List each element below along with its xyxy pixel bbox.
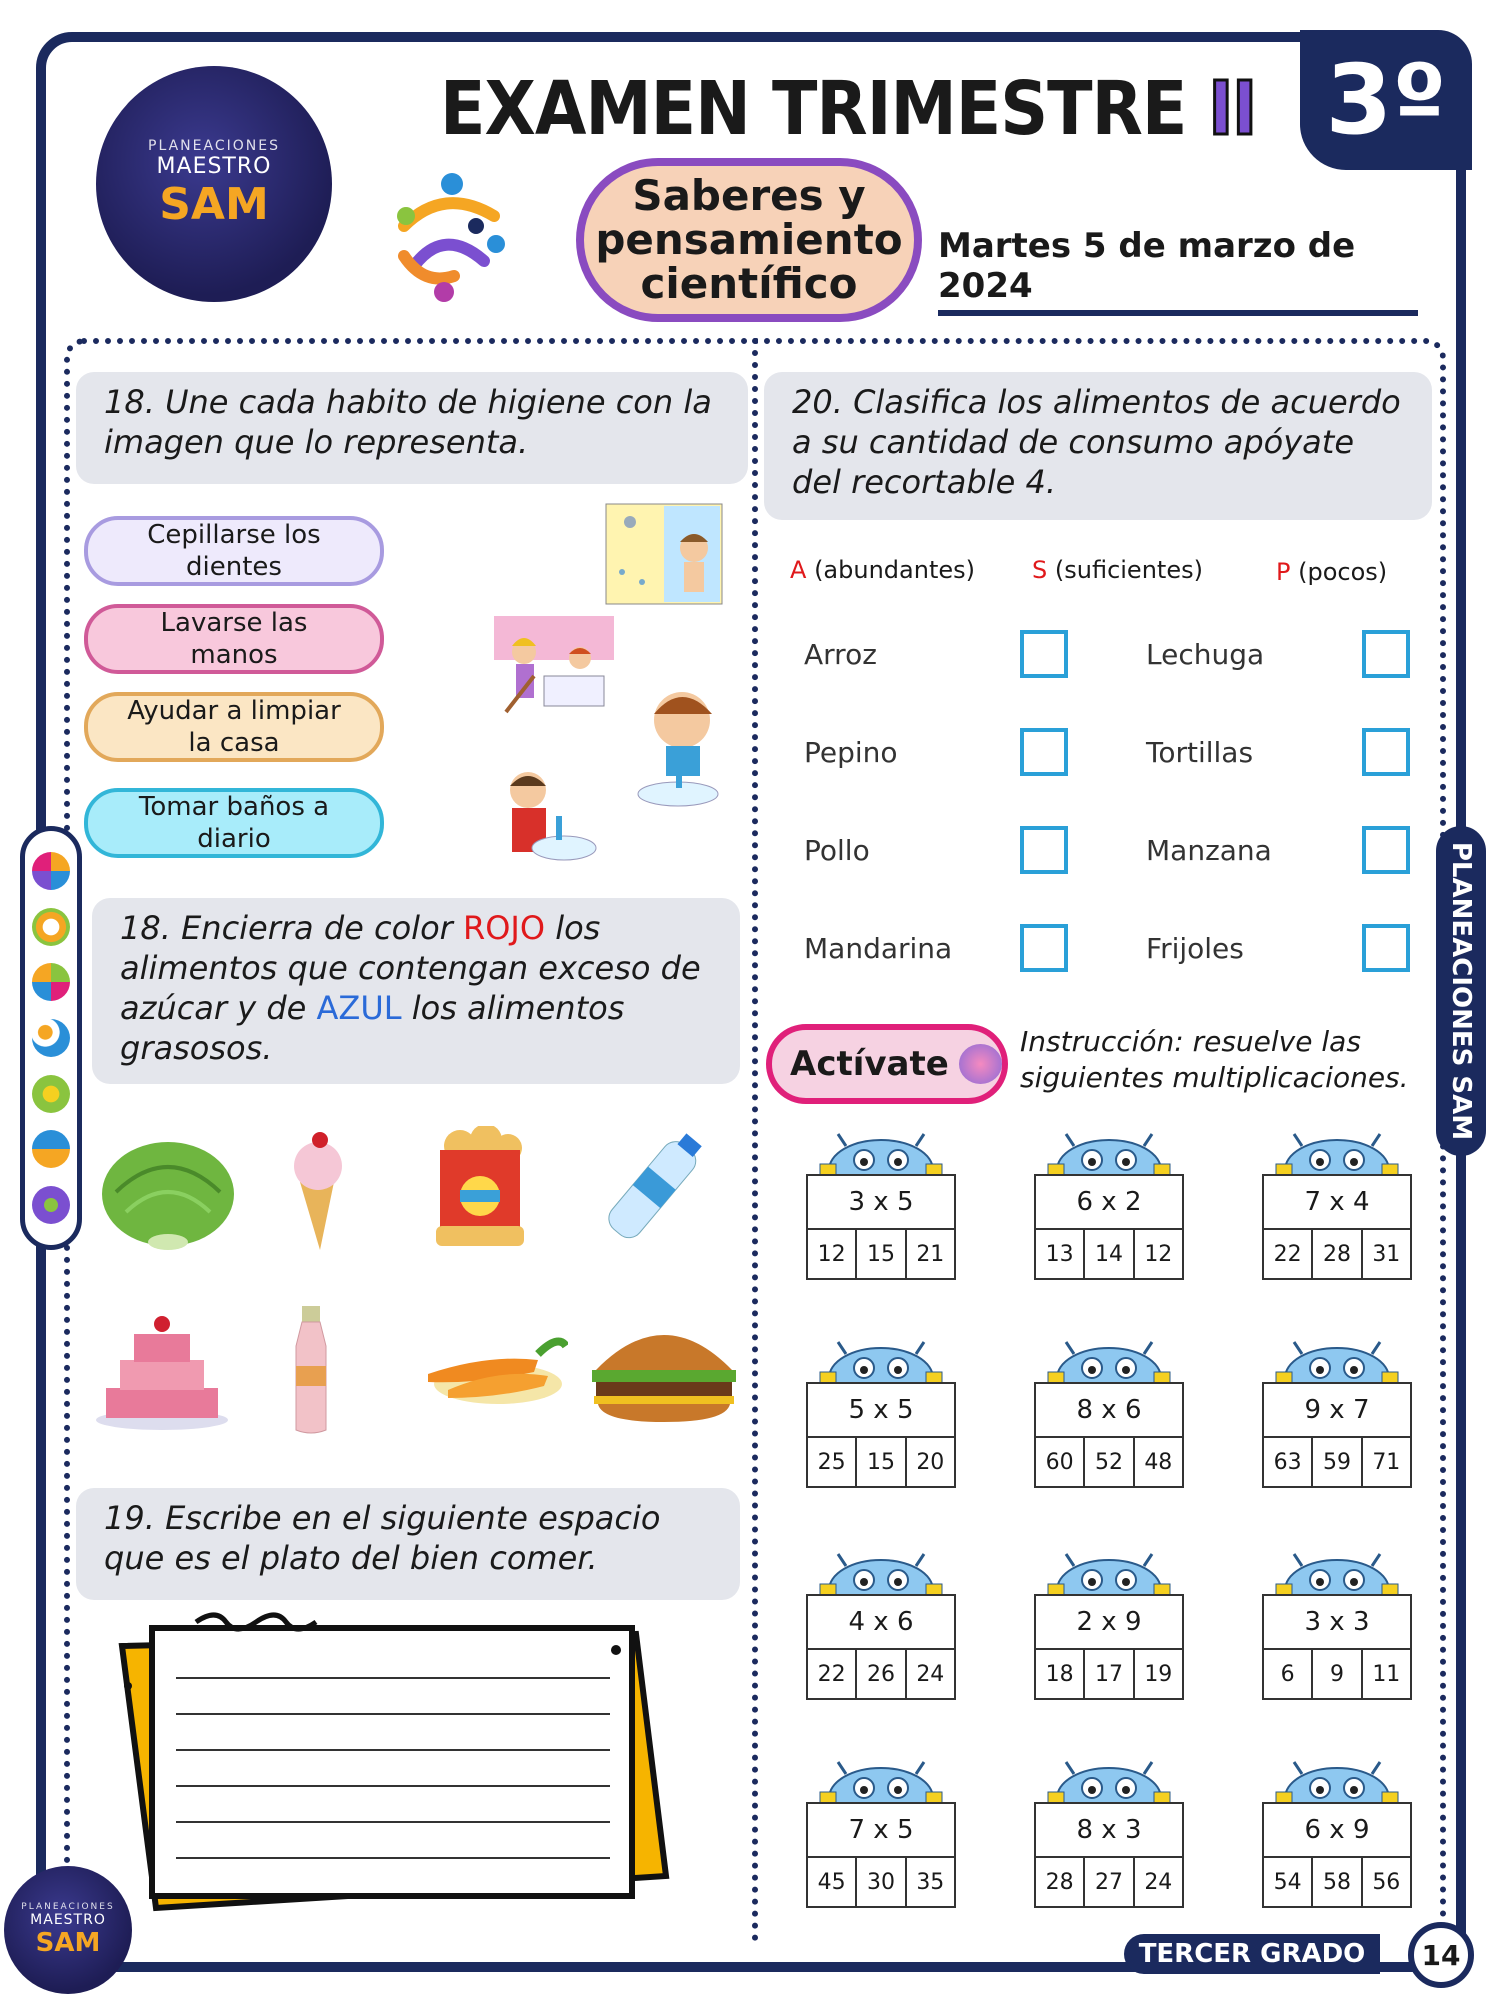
- answer-options: [1036, 1650, 1182, 1698]
- carrots-image[interactable]: [418, 1324, 568, 1414]
- answer-option[interactable]: 12: [1133, 1230, 1182, 1278]
- legend-text: (abundantes): [814, 556, 975, 584]
- multiplication-question: 5 x 5: [808, 1384, 954, 1438]
- cleaning-house-image: [494, 616, 614, 726]
- logo-brand: SAM: [35, 1928, 101, 1958]
- q18b-text-3: los alimentos grasosos.: [120, 989, 625, 1067]
- lettuce-image[interactable]: [96, 1132, 240, 1252]
- multiplication-question: 3 x 5: [808, 1176, 954, 1230]
- page-title: [440, 66, 1256, 152]
- answer-option[interactable]: 28: [1311, 1230, 1360, 1278]
- classification-checkbox[interactable]: [1362, 630, 1410, 678]
- answer-option[interactable]: 59: [1311, 1438, 1360, 1486]
- answer-option[interactable]: 58: [1311, 1858, 1360, 1906]
- answer-option[interactable]: 52: [1083, 1438, 1132, 1486]
- multiplication-box: [1034, 1174, 1184, 1280]
- classification-checkbox[interactable]: [1020, 728, 1068, 776]
- habit-label: Cepillarse los dientes: [147, 520, 321, 582]
- logo-brand: SAM: [159, 179, 269, 230]
- answer-options: [1036, 1438, 1182, 1486]
- etica-icon: [32, 963, 70, 1001]
- q19-instruction: 19. Escribe en el siguiente espacio que es el plato del bien comer.: [76, 1488, 740, 1600]
- q18b-text-1: 18. Encierra de color: [120, 909, 463, 947]
- answer-option[interactable]: 26: [855, 1650, 904, 1698]
- shower-image: [604, 502, 724, 606]
- answer-options: [1264, 1858, 1410, 1906]
- subject-icons-sidebar: [20, 826, 82, 1250]
- answer-option[interactable]: 15: [855, 1230, 904, 1278]
- answer-option[interactable]: 27: [1083, 1858, 1132, 1906]
- answer-option[interactable]: 31: [1361, 1230, 1410, 1278]
- multiplication-question: 7 x 4: [1264, 1176, 1410, 1230]
- food-label: Pollo: [804, 834, 870, 867]
- q18a-instruction: 18. Une cada habito de higiene con la imagen que lo representa.: [76, 372, 748, 484]
- multiplication-box: [1262, 1594, 1412, 1700]
- food-label: Mandarina: [804, 932, 953, 965]
- habit-wash-hands[interactable]: [84, 604, 384, 674]
- globe-icon: [32, 1186, 70, 1224]
- answer-options: [1036, 1230, 1182, 1278]
- multiplication-question: 4 x 6: [808, 1596, 954, 1650]
- multiplication-card: [806, 1550, 956, 1710]
- chips-bag-image[interactable]: [430, 1126, 530, 1250]
- multiplication-box: [1262, 1174, 1412, 1280]
- answer-option[interactable]: 35: [905, 1858, 954, 1906]
- legend-letter: S: [1032, 556, 1048, 584]
- answer-option[interactable]: 30: [855, 1858, 904, 1906]
- answer-options: [1264, 1650, 1410, 1698]
- brushing-teeth-image: [632, 684, 726, 810]
- answer-option[interactable]: 9: [1311, 1650, 1360, 1698]
- habit-daily-bath[interactable]: [84, 788, 384, 858]
- multiplication-question: 8 x 3: [1036, 1804, 1182, 1858]
- answer-option[interactable]: 17: [1083, 1650, 1132, 1698]
- science-figures-icon: [384, 166, 514, 306]
- side-tab-text: PLANEACIONES SAM: [1446, 841, 1477, 1141]
- hamburger-image[interactable]: [586, 1310, 742, 1426]
- multiplication-question: 3 x 3: [1264, 1596, 1410, 1650]
- robot-icon: [806, 1758, 956, 1806]
- multiplication-box: [806, 1802, 956, 1908]
- exam-date: Martes 5 de marzo de 2024: [938, 226, 1418, 316]
- answer-options: [808, 1650, 954, 1698]
- answer-option[interactable]: 12: [817, 1241, 846, 1267]
- answer-option[interactable]: 19: [1133, 1650, 1182, 1698]
- answer-option[interactable]: 18: [1045, 1661, 1074, 1687]
- food-label: Manzana: [1146, 834, 1272, 867]
- activate-badge: [766, 1024, 1008, 1104]
- answer-options: [1264, 1230, 1410, 1278]
- legend-text: (suficientes): [1054, 556, 1203, 584]
- food-label: Lechuga: [1146, 638, 1265, 671]
- water-bottle-image[interactable]: [586, 1126, 724, 1250]
- legend-letter: A: [790, 556, 807, 584]
- answer-option[interactable]: 28: [1045, 1869, 1074, 1895]
- washing-hands-image: [494, 768, 600, 872]
- answer-option[interactable]: 71: [1361, 1438, 1410, 1486]
- food-label: Tortillas: [1146, 736, 1254, 769]
- soda-bottle-image[interactable]: [286, 1306, 336, 1436]
- multiplication-box: [1034, 1382, 1184, 1488]
- food-label: Frijoles: [1146, 932, 1244, 965]
- leaf-icon: [32, 1075, 70, 1113]
- multiplication-card: [1262, 1550, 1412, 1710]
- answer-options: [808, 1438, 954, 1486]
- legend-suficientes: [1032, 556, 1203, 584]
- multiplication-card: [1034, 1550, 1184, 1710]
- robot-icon: [806, 1338, 956, 1386]
- food-label: Arroz: [804, 638, 877, 671]
- grade-label-text: TERCER GRADO: [1138, 1939, 1366, 1969]
- answer-option[interactable]: 6: [1280, 1661, 1295, 1687]
- classification-checkbox[interactable]: [1020, 924, 1068, 972]
- habit-label: Lavarse las manos: [160, 608, 308, 670]
- saberes-icon: [32, 908, 70, 946]
- multiplication-box: [806, 1382, 956, 1488]
- multiplication-card: [806, 1758, 956, 1918]
- answer-option[interactable]: 56: [1361, 1858, 1410, 1906]
- robot-icon: [1034, 1130, 1184, 1178]
- food-label: Pepino: [804, 736, 898, 769]
- legend-pocos: [1276, 558, 1387, 586]
- page-number-text: 14: [1421, 1938, 1461, 1972]
- logo-small-text: PLANEACIONES: [21, 1902, 115, 1912]
- brain-icon: [959, 1044, 1002, 1084]
- robot-icon: [1034, 1550, 1184, 1598]
- answer-option[interactable]: 11: [1361, 1650, 1410, 1698]
- legend-letter: P: [1276, 558, 1291, 586]
- multiplication-box: [806, 1174, 956, 1280]
- multiplication-card: [1262, 1758, 1412, 1918]
- multiplication-card: [1034, 1338, 1184, 1498]
- classification-checkbox[interactable]: [1362, 924, 1410, 972]
- answer-option[interactable]: 22: [1273, 1241, 1302, 1267]
- multiplication-question: 8 x 6: [1036, 1384, 1182, 1438]
- robot-icon: [806, 1130, 956, 1178]
- legend-abundantes: [790, 556, 975, 584]
- community-icon: [32, 1130, 70, 1168]
- multiplication-box: [1034, 1802, 1184, 1908]
- multiplication-card: [1034, 1130, 1184, 1290]
- footer-logo: [4, 1866, 132, 1994]
- answer-option[interactable]: 21: [905, 1230, 954, 1278]
- answer-option[interactable]: 14: [1083, 1230, 1132, 1278]
- blue-word: AZUL: [316, 989, 402, 1027]
- multiplication-question: 6 x 9: [1264, 1804, 1410, 1858]
- title-text: EXAMEN TRIMESTRE: [440, 66, 1187, 152]
- answer-option[interactable]: 22: [817, 1661, 846, 1687]
- page-number: [1408, 1922, 1474, 1988]
- answer-option[interactable]: 60: [1045, 1449, 1074, 1475]
- habit-label: Ayudar a limpiar la casa: [127, 696, 341, 758]
- multiplication-card: [806, 1338, 956, 1498]
- habit-label: Tomar baños a diario: [138, 792, 330, 854]
- answer-option[interactable]: 13: [1045, 1241, 1074, 1267]
- answer-options: [1264, 1438, 1410, 1486]
- robot-icon: [1262, 1550, 1412, 1598]
- answer-option[interactable]: 48: [1133, 1438, 1182, 1486]
- robot-icon: [1034, 1758, 1184, 1806]
- classification-checkbox[interactable]: [1362, 826, 1410, 874]
- multiplication-card: [1034, 1758, 1184, 1918]
- answer-option[interactable]: 63: [1273, 1449, 1302, 1475]
- habit-brush-teeth[interactable]: [84, 516, 384, 586]
- subject-badge: Saberes y pensamiento científico: [576, 158, 922, 322]
- footer-grade-label: [1124, 1934, 1380, 1974]
- logo-name: MAESTRO: [156, 154, 272, 179]
- ice-cream-image[interactable]: [282, 1126, 352, 1252]
- habit-clean-house[interactable]: [84, 692, 384, 762]
- multiplication-card: [1262, 1338, 1412, 1498]
- activate-label: Actívate: [790, 1044, 949, 1084]
- robot-icon: [1034, 1338, 1184, 1386]
- multiplication-grid: [790, 1130, 1430, 1920]
- grade-badge: 3º: [1300, 30, 1472, 170]
- q18b-text-2: los alimentos que contengan exceso de azúcar y de: [120, 909, 701, 1027]
- multiplication-question: 7 x 5: [808, 1804, 954, 1858]
- answer-options: [808, 1858, 954, 1906]
- answer-option[interactable]: 25: [817, 1449, 846, 1475]
- answer-option[interactable]: 20: [905, 1438, 954, 1486]
- multiplication-question: 9 x 7: [1264, 1384, 1410, 1438]
- answer-option[interactable]: 15: [855, 1438, 904, 1486]
- robot-icon: [1262, 1130, 1412, 1178]
- answer-option[interactable]: 54: [1273, 1869, 1302, 1895]
- robot-icon: [806, 1550, 956, 1598]
- classification-checkbox[interactable]: [1362, 728, 1410, 776]
- maestro-sam-logo: [96, 66, 332, 302]
- answer-option[interactable]: 45: [817, 1869, 846, 1895]
- multiplication-card: [806, 1130, 956, 1290]
- answer-option[interactable]: 24: [905, 1650, 954, 1698]
- multiplication-box: [1034, 1594, 1184, 1700]
- robot-icon: [1262, 1338, 1412, 1386]
- multiplication-card: [1262, 1130, 1412, 1290]
- multiplication-box: [806, 1594, 956, 1700]
- multiplication-question: 6 x 2: [1036, 1176, 1182, 1230]
- answer-options: [1036, 1858, 1182, 1906]
- humano-icon: [32, 1019, 70, 1057]
- classification-checkbox[interactable]: [1020, 630, 1068, 678]
- multiplication-box: [1262, 1802, 1412, 1908]
- writing-note-paper[interactable]: [116, 1606, 682, 1922]
- q20-instruction: 20. Clasifica los alimentos de acuerdo a su cantidad de consumo apóyate del recortable 4.: [764, 372, 1432, 520]
- cake-image[interactable]: [92, 1310, 232, 1430]
- multiplication-box: [1262, 1382, 1412, 1488]
- logo-name: MAESTRO: [30, 1912, 106, 1928]
- robot-icon: [1262, 1758, 1412, 1806]
- classification-checkbox[interactable]: [1020, 826, 1068, 874]
- answer-option[interactable]: 24: [1133, 1858, 1182, 1906]
- logo-small-text: PLANEACIONES: [148, 138, 280, 154]
- red-word: ROJO: [462, 909, 546, 947]
- activate-instruction: Instrucción: resuelve las siguientes multiplicaciones.: [1020, 1025, 1409, 1094]
- side-tab: [1436, 826, 1486, 1156]
- legend-text: (pocos): [1298, 558, 1388, 586]
- lenguajes-icon: [32, 852, 70, 890]
- title-roman: II: [1208, 66, 1257, 152]
- answer-options: [808, 1230, 954, 1278]
- q18b-instruction: [92, 898, 740, 1084]
- multiplication-question: 2 x 9: [1036, 1596, 1182, 1650]
